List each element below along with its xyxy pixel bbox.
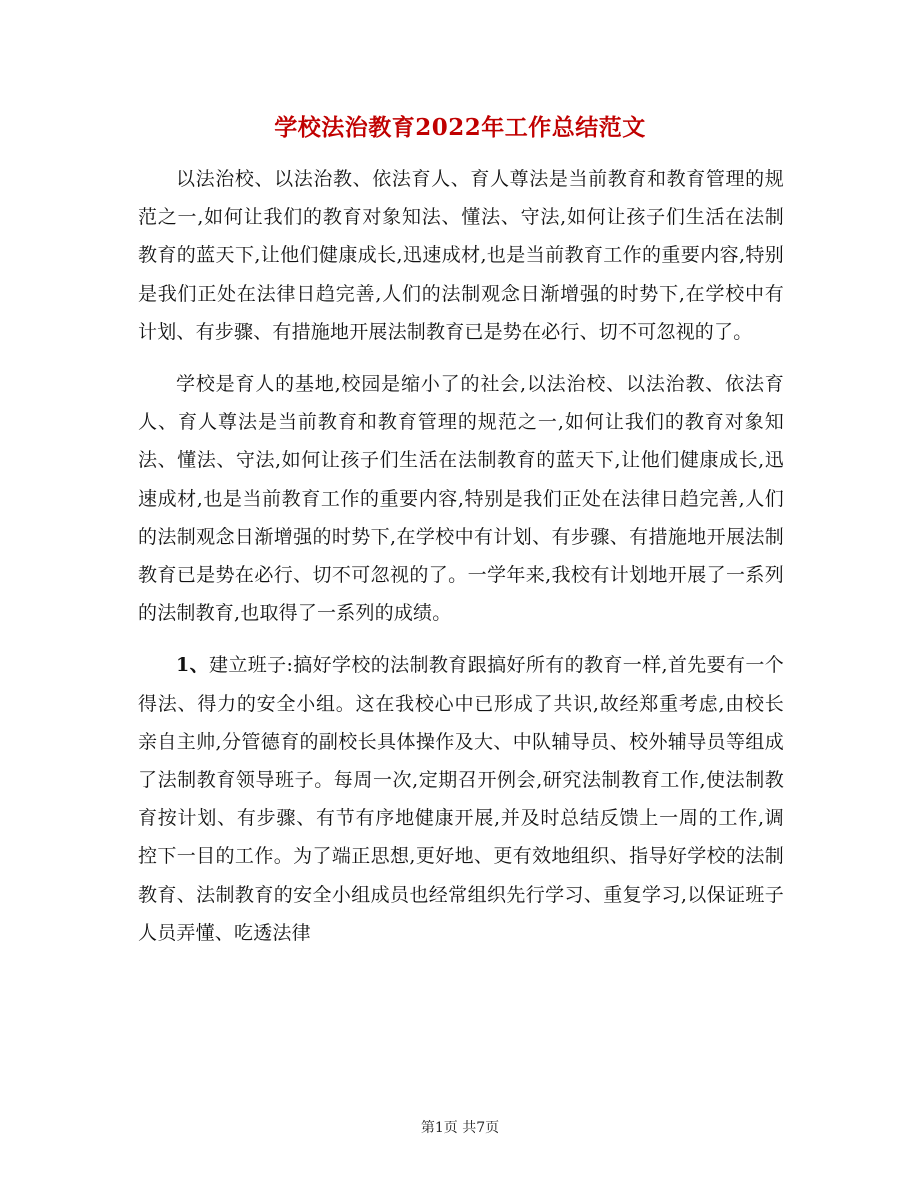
document-body [138, 160, 784, 966]
section-1-number: 1、 [176, 654, 209, 677]
page-indicator: 第1页 共7页 [420, 1120, 500, 1136]
document-title: 学校法治教育2022年工作总结范文 [274, 114, 646, 141]
section-1-paragraph [138, 646, 784, 952]
section-1-text: 建立班子:搞好学校的法制教育跟搞好所有的教育一样,首先要有一个得法、得力的安全小组。这在我校心中已形成了共识,故经郑重考虑,由校长亲自主帅,分管德育的副校长具体操作及大、中队辅导员、校外辅导员等组成了法制教育领导班子。每周一次,定期召开例会,研究法制教育工作,使法制教育按计划、有步骤、有节有序地健康开展,并及时总结反馈上一周的工作,调控下一目的工作。为了端正思想,更好地、更有效地组织、指导好学校的法制教育、法制教育的安全小组成员也经常组织先行学习、重复学习,以保证班子人员弄懂、吃透法律 [138, 654, 784, 944]
paragraph-2: 学校是育人的基地,校园是缩小了的社会,以法治校、以法治教、依法育人、育人尊法是当前教育和教育管理的规范之一,如何让我们的教育对象知法、懂法、守法,如何让孩子们生活在法制教育的蓝天下,让他们健康成长,迅速成材,也是当前教育工作的重要内容,特别是我们正处在法律日趋完善,人们的法制观念日渐增强的时势下,在学校中有计划、有步骤、有措施地开展法制教育已是势在必行、切不可忽视的了。一学年来,我校有计划地开展了一系列的法制教育,也取得了一系列的成绩。 [138, 373, 784, 625]
paragraph-1: 以法治校、以法治教、依法育人、育人尊法是当前教育和教育管理的规范之一,如何让我们的教育对象知法、懂法、守法,如何让孩子们生活在法制教育的蓝天下,让他们健康成长,迅速成材,也是当前教育工作的重要内容,特别是我们正处在法律日趋完善,人们的法制观念日渐增强的时势下,在学校中有计划、有步骤、有措施地开展法制教育已是势在必行、切不可忽视的了。 [138, 168, 784, 343]
